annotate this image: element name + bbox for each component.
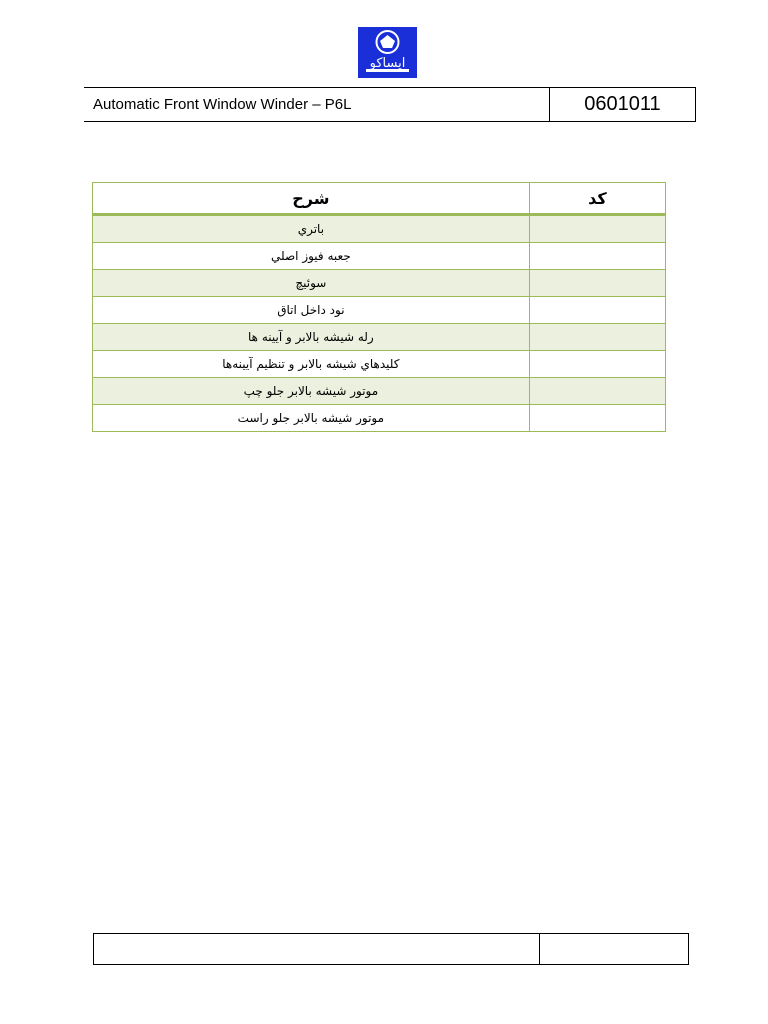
footer-left-cell — [94, 934, 540, 964]
parts-table — [92, 182, 666, 432]
row-description: جعبه فيوز اصلي — [93, 243, 530, 270]
description-column-header: شرح — [93, 183, 530, 215]
table-row — [93, 351, 666, 378]
table-row — [93, 215, 666, 243]
document-title-box — [84, 87, 696, 122]
row-description: نود داخل اتاق — [93, 297, 530, 324]
row-description: باتري — [93, 215, 530, 243]
row-code — [529, 297, 665, 324]
table-row — [93, 378, 666, 405]
row-description: سوئيچ — [93, 270, 530, 297]
row-description: موتور شيشه بالابر جلو چپ — [93, 378, 530, 405]
row-code — [529, 215, 665, 243]
page-footer — [93, 933, 689, 965]
table-row — [93, 297, 666, 324]
row-description: موتور شيشه بالابر جلو راست — [93, 405, 530, 432]
row-code — [529, 270, 665, 297]
code-column-header: کد — [529, 183, 665, 215]
row-code — [529, 405, 665, 432]
row-description: كليدهاي شيشه بالابر و تنظيم آيينه‌ها — [93, 351, 530, 378]
logo-text: ایساکو — [369, 56, 406, 71]
row-code — [529, 324, 665, 351]
table-row — [93, 324, 666, 351]
document-title: Automatic Front Window Winder – P6L — [93, 96, 352, 113]
table-row — [93, 270, 666, 297]
table-row — [93, 405, 666, 432]
footer-right-cell — [540, 934, 688, 964]
row-description: رله شيشه بالابر و آيينه ها — [93, 324, 530, 351]
row-code — [529, 243, 665, 270]
row-code — [529, 378, 665, 405]
table-row — [93, 243, 666, 270]
document-code: 0601011 — [549, 88, 695, 121]
company-logo — [358, 27, 417, 78]
row-code — [529, 351, 665, 378]
table-header-row — [93, 183, 666, 215]
